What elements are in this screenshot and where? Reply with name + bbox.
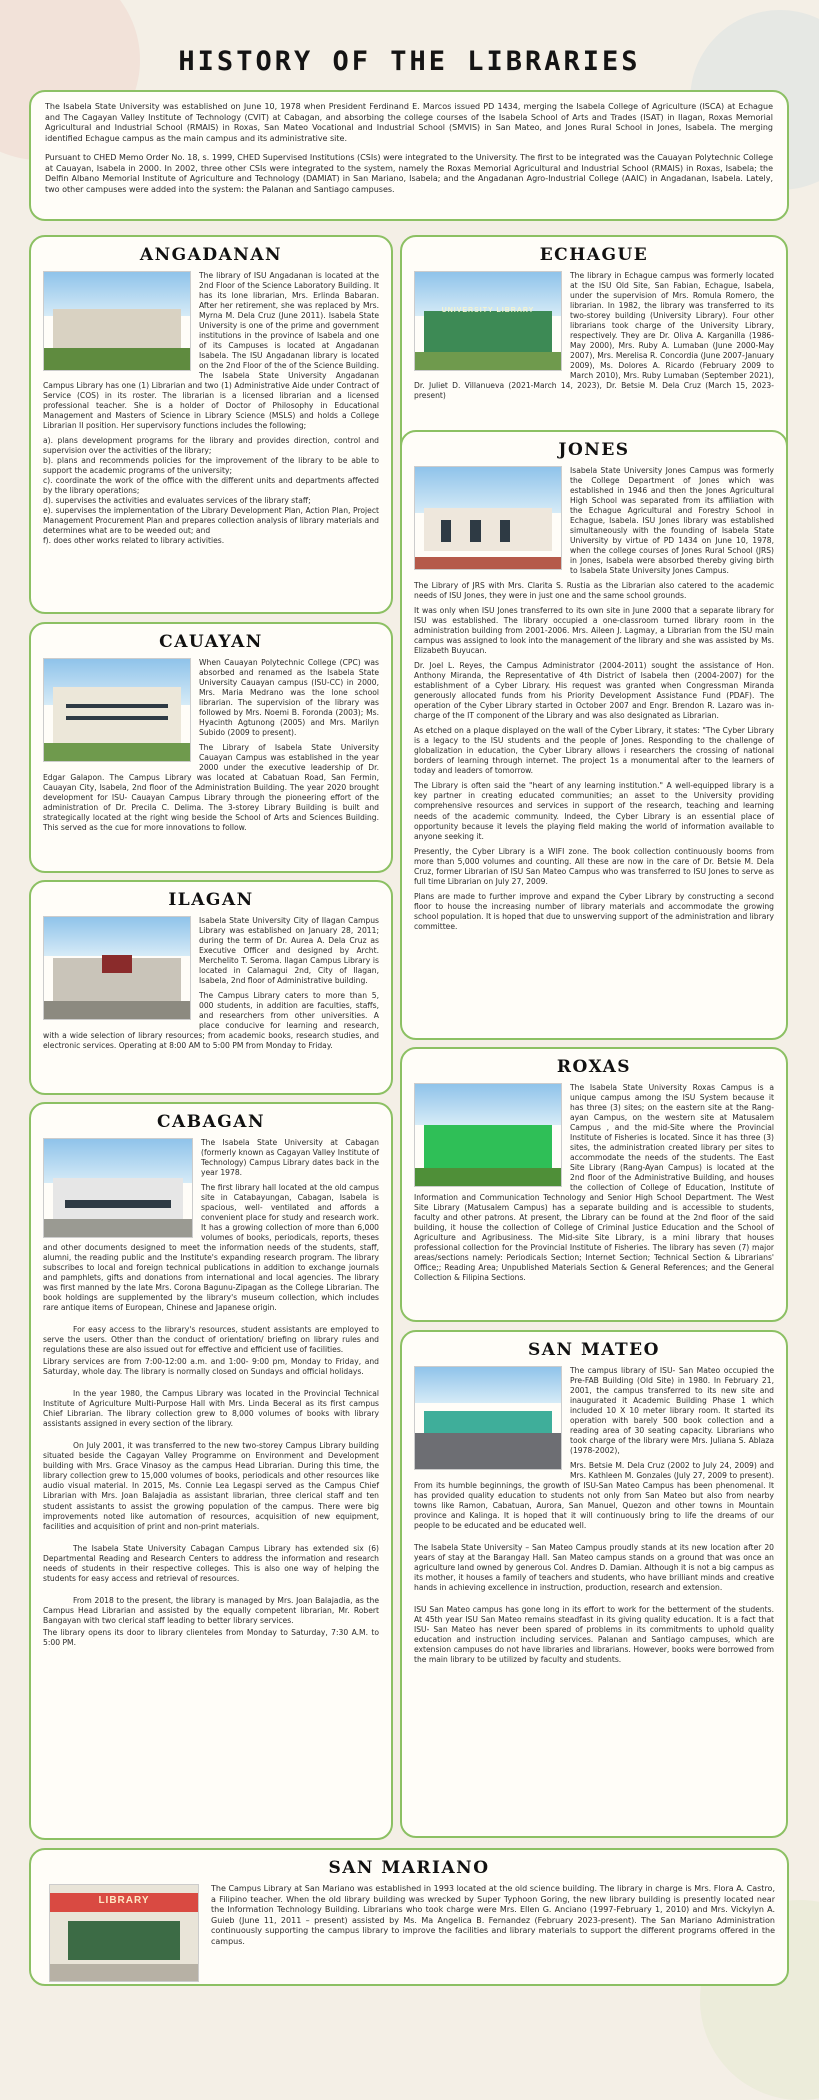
jones-paragraph: Presently, the Cyber Library is a WIFI zone. The book collection continuously booms from more than 5,000 volumes and counting. All these are now in the care of Dr. Betsie M. Dela Cruz, former Librarian of ISU San Mateo Campus who was transferred to ISU Jones to serve as full time Librarian on July 27, 2009. <box>414 846 774 886</box>
library-sign: UNIVERSITY LIBRARY <box>441 307 535 315</box>
jones-heading: JONES <box>558 440 630 460</box>
cabagan-heading: CABAGAN <box>156 1112 266 1132</box>
library-sign: LIBRARY <box>98 1894 150 1906</box>
cabagan-panel <box>29 1102 393 1840</box>
page-title: HISTORY OF THE LIBRARIES <box>178 46 641 77</box>
list-item: c). coordinate the work of the office with the different units and departments affected by the library operations; <box>43 476 379 496</box>
jones-paragraph: Dr. Joel L. Reyes, the Campus Administrator (2004-2011) sought the assistance of Hon. Anthony Miranda, the Representative of 4th District of Isabela then (2004-2007) for the establishment of a Cyber Library. His request was granted when Congressman Miranda generously allocated funds from his Priority Development Assistance Fund (PDAF). The operation of the Cyber Library started in October 2007 and Engr. Brendon R. Lazaro was in-charge of the IT component of the Library and was also designated as Librarian. <box>414 661 774 721</box>
cabagan-paragraph: Library services are from 7:00-12:00 a.m. and 1:00- 9:00 pm, Monday to Friday, and Saturday, whole day. The library is normally closed on Sundays and official holidays. <box>43 1357 379 1377</box>
cabagan-paragraph: From 2018 to the present, the library is managed by Mrs. Joan Balajadia, as the Campus Head Librarian and assisted by the equally competent librarian, Mr. Robert Bangayan with two clerical staff leading to better library services. <box>43 1595 379 1625</box>
cabagan-paragraph: The Isabela State University Cabagan Campus Library has extended six (6) Departmental Reading and Research Centers to address the information and research needs of students in their respective colleges. This is also one way of helping the students for easy access and retrieval of resources. <box>43 1543 379 1583</box>
roxas-heading: ROXAS <box>556 1057 632 1077</box>
list-item: e). supervises the implementation of the Library Development Plan, Action Plan, Project Management Procurement Plan and prepares collection analysis of library materials and determines what are to be weeded out; and <box>43 506 379 536</box>
ilagan-photo <box>43 916 191 1020</box>
jones-panel <box>400 430 788 1040</box>
cabagan-paragraph: The Isabela State University at Cabagan (formerly known as Cagayan Valley Institute of Technology) Campus Library dates back in the year 1978. <box>201 1138 379 1178</box>
ilagan-panel <box>29 880 393 1095</box>
cauayan-paragraph: When Cauayan Polytechnic College (CPC) was absorbed and renamed as the Isabela State University Cauayan campus (ISU-CC) in 2000, Mrs. Maria Medrano was the lone school librarian. The supervision of the library was followed by Mrs. Noemi B. Foronda (2003); Ms. Hyacinth Agtunong (2005) and Mrs. Marilyn Subido (2009 to present). <box>199 658 379 738</box>
jones-paragraph: The Library is often said the "heart of any learning institution." A well-equipped library is a key partner in creating educated communities; an asset to the University providing comprehensive resources and services in support of the research, teaching and learning needs of the academic community. Indeed, the Cyber Library is an essential place of opportunity because it levels the playing field making the world of information available to anyone seeking it. <box>414 781 774 841</box>
roxas-panel <box>400 1047 788 1322</box>
cabagan-paragraph: In the year 1980, the Campus Library was located in the Provincial Technical Institute of Agriculture Multi-Purpose Hall with Mrs. Linda Beceral as its first campus Chief Librarian. The library collection grew to 8,000 volumes of books with library assistants assigned in every section of the library. <box>43 1389 379 1429</box>
list-item: f). does other works related to library activities. <box>43 536 225 546</box>
intro-paragraph: The Isabela State University was established on June 10, 1978 when President Ferdinand E. Marcos issued PD 1434, merging the Isabela College of Agriculture (ISCA) at Echague and The Cagayan Valley Institute of Technology (CVIT) at Cabagan, and absorbing the college courses of the Isabela School of Arts and Trades (ISAT) in Ilagan, Roxas Memorial Agricultural and Industrial School (RMAIS) in Roxas, San Mateo Vocational and Industrial School (SMVIS) in San Mateo, and Jones Rural School in Jones, Isabela. The merging identified Echague campus as the main campus and its administrative site. <box>45 102 773 143</box>
san-mariano-paragraph: The Campus Library at San Mariano was established in 1993 located at the old science building. The library in charge is Mrs. Flora A. Castro, a Filipino teacher. When the old library building was wrecked by Super Typhoon Goring, the new library building is presently located near the Information Technology Building. Librarians who took charge were Mrs. Ellen G. Anciano (1997-February 1, 2010) and Mrs. Vickylyn A. Guieb (June 11, 2011 – present) assisted by Ms. Ma Angelica B. Fernandez (February 2023-present). The San Mariano Administration continuously supporting the campus library to improve the facilities and library materials to support the different programs offered in the campus. <box>211 1884 775 1946</box>
jones-paragraph: The Library of JRS with Mrs. Clarita S. Rustia as the Librarian also catered to the academic needs of ISU Jones, they were in just one and the same school grounds. <box>414 581 774 601</box>
cabagan-paragraph: On July 2001, it was transferred to the new two-storey Campus Library building situated beside the Cagayan Valley Programme on Environment and Development building with Mrs. Grace Vinasoy as the campus Head Librarian. During this time, the library collection grew to 15,000 volumes of books, periodicals and other resources like audio visual material. In 2015, Ms. Connie Lea Legaspi served as the Campus Chief Librarian with Mrs. Joan Balajadia as assistant librarian, three clerical staff and ten student assistants to assist the growing population of the campus. There were big improvements noted like automation of resources, acquisition of new equipment, facilities and acquisition of print and non-print materials. <box>43 1441 379 1531</box>
ilagan-paragraph: Isabela State University City of Ilagan Campus Library was established on January 28, 2011; during the term of Dr. Aurea A. Dela Cruz as Executive Officer and designed by Archt. Merchelito T. Seroma. Ilagan Campus Library is located in Calamagui 2nd, City of Ilagan, Isabela, 2nd floor of Administrative building. <box>199 916 379 986</box>
angadanan-paragraph: The library of ISU Angadanan is located at the 2nd Floor of the Science Laboratory Building. It has its lone librarian, Mrs. Erlinda Babaran. After her retirement, she was replaced by Mrs. Myrna M. Dela Cruz (June 2011). Isabela State University is one of the prime and government institutions in the province of Isabela and one of its Campuses is located at Angadanan Isabela. The ISU Angadanan library is located on the 2nd Floor of the of the Science Building. The Isabela State University Angadanan Campus Library has one (1) Librarian and two (1) Administrative Aide under Contract of Service (COS) in its roster. The librarian is a licensed librarian and a licensed professional teacher. She is a holder of Doctor of Philosophy in Educational Management and Masters of Science in Library Science (MSLS) and holds a College Librarian II position. Her supervisory functions includes the following; <box>43 271 379 431</box>
intro-paragraph: Pursuant to CHED Memo Order No. 18, s. 1999, CHED Supervised Institutions (CSIs) were integrated to the University. The first to be integrated was the Cauayan Polytechnic College at Cauayan, Isabela in 2000. In 2002, three other CSIs were integrated to the system, namely the Roxas Memorial Agricultural and Industrial School (RMAIS) in Roxas, Isabela; the Delfin Albano Memorial Institute of Agriculture and Technology (DAMIAT) in San Mariano, Isabela; and the Angadanan Agro-Industrial College (AAIC) in Angadanan, Isabela. Lately, two other campuses were added into the system: the Palanan and Santiago campuses. <box>45 153 773 194</box>
san-mariano-heading: SAN MARIANO <box>328 1858 490 1878</box>
angadanan-panel <box>29 235 393 614</box>
ilagan-paragraph: The Campus Library caters to more than 5, 000 students, in addition are faculties, staffs, and researchers from other universities. A place conducive for learning and research, with a wide selection of library resources; from academic books, research studies, and electronic services. Operating at 8:00 AM to 5:00 PM from Monday to Friday. <box>43 991 379 1051</box>
roxas-photo <box>414 1083 562 1187</box>
angadanan-duties-list <box>43 436 379 546</box>
list-item: b). plans and recommends policies for the improvement of the library to be able to support the academic programs of the university; <box>43 456 379 476</box>
cauayan-photo <box>43 658 191 762</box>
jones-photo <box>414 466 562 570</box>
list-item: a). plans development programs for the library and provides direction, control and supervision over the activities of the library; <box>43 436 379 456</box>
jones-paragraph: Plans are made to further improve and expand the Cyber Library by constructing a second floor to house the increasing number of library materials and accommodate the growing school population. It is hoped that due to unswerving support of the administration and library committee. <box>414 891 775 931</box>
cabagan-paragraph: For easy access to the library's resources, student assistants are employed to serve the users. Other than the conduct of orientation/ briefing on library rules and regulations these are also issued out for effective and efficient use of facilities. <box>43 1325 379 1355</box>
angadanan-photo <box>43 271 191 371</box>
list-item: d). supervises the activities and evaluates services of the library staff; <box>43 496 311 506</box>
jones-paragraph: It was only when ISU Jones transferred to its own site in June 2000 that a separate library for ISU was established. The library occupied a one-classroom turned library room in the administration building from 2001-2006. Mrs. Aileen J. Lagmay, a Librarian from the ISU main campus was assigned to look into the management of the library and she was assisted by Ms. Elizabeth Buyucan. <box>414 606 774 656</box>
cabagan-paragraph: The first library hall located at the old campus site in Catabayungan, Cabagan, Isabela is spacious, well- ventilated and affords a convenient place for study and research work. It has a growing collection of more than 6,000 volumes of books, periodicals, reports, theses and other documents designed to meet the information needs of the students, staff, alumni, the reading public and the Institute's expanding research program. The library subscribes to local and foreign technical publications in addition to exchange journals and pamphlets, gifts and donations from international and local agencies. The library was first manned by the late Mrs. Corona Bagunu-Zipagan as the College Librarian. The book holdings are supplemented by the library's museum collection, which includes rare antique items of European, Chinese and Japanese origin. <box>43 1183 379 1313</box>
cauayan-heading: CAUAYAN <box>159 632 263 652</box>
san-mateo-photo <box>414 1366 562 1470</box>
intro-panel <box>29 90 789 221</box>
echague-photo <box>414 271 562 371</box>
san-mateo-paragraph: The Isabela State University – San Mateo Campus proudly stands at its new location after 20 years of stay at the Barangay Hall. San Mateo campus stands on a ground that was once an agriculture land owned by generous Col. Andres D. Damian. Although it is not a big campus as its mother, it houses a family of teachers and students, who have brilliant minds and creative hands in achieving excellence in instruction, production, research and extension. <box>414 1543 774 1593</box>
cabagan-paragraph: The library opens its door to library clienteles from Monday to Saturday, 7:30 A.M. to 5:00 PM. <box>43 1627 379 1647</box>
echague-panel <box>400 235 788 462</box>
san-mateo-paragraph: The campus library of ISU- San Mateo occupied the Pre-FAB Building (Old Site) in 1980. In February 21, 2001, the campus transferred to its new site and inaugurated it Academic Building Phase 1 which included 10 X 10 meter library room. It started its operation with barely 500 book collection and a reading area of 30 seating capacity. Librarians who took charge of the library were Mrs. Juliana S. Ablaza (1978-2002), <box>570 1366 774 1456</box>
san-mateo-panel <box>400 1330 788 1838</box>
san-mariano-panel <box>29 1848 789 1986</box>
jones-paragraph: As etched on a plaque displayed on the wall of the Cyber Library, it states: "The Cyber Library is a legacy to the ISU students and the people of Jones. Responding to the challenge of globalization in education, the Cyber Library allows i researchers the crossing of national borders of learning through internet. The project 1s a monumental after to the learners of today and leaders of tomorrow. <box>414 726 774 776</box>
roxas-paragraph: The Isabela State University Roxas Campus is a unique campus among the ISU System because it has three (3) sites; on the eastern site at the Rang-ayan Campus, on the western site at Matusalem Campus , and the mid-Site where the Provincial Institute of Fisheries is located. Since it has three (3) sites, the administration created library per sites to accommodate the needs of the students. The East Site Library (Rang-Ayan Campus) is located at the 2nd floor of the Administrative Building, and houses the collection of College of Education, Institute of Information and Communication Technology and Senior High School Department. The West Site Library (Matusalem Campus) has a separate building and is accessible to students, faculty and other patrons. At present, the Library can be found at the 2nd floor of the said building, it house the collection of College of Criminal Justice Education and the School of Agriculture and Agribusiness. The Mid-site Site Library, is a mini library that houses professional collection for the Provincial Institute of Fisheries. The library has seven (7) major areas/sections namely: Periodicals Section; Internet Section; Technical Section & Librarians' Office;; Reading Area; Unpublished Materials Section & General References; and the General Collection & Filipina Sections. <box>414 1083 774 1283</box>
echague-paragraph: The library in Echague campus was formerly located at the ISU Old Site, San Fabian, Echague, Isabela, under the supervision of Mrs. Romula Romero, the librarian. In 1982, the library was transferred to its two-storey building (University Library). Four other librarians took charge of the University Library, respectively. They are Dr. Oliva A. Karganilla (1986-May 2000), Mrs. Ruby A. Lumaban (June 2000-May 2007), Mrs. Merelisa R. Concordia (June 2007-January 2009), Ms. Dolores A. Ricardo (February 2009 to March 2010), Mrs. Ruby Lumaban (September 2021), Dr. Juliet D. Villanueva (2021-March 14, 2023), Dr. Betsie M. Dela Cruz (March 15, 2023-present) <box>414 271 774 401</box>
cauayan-paragraph: The Library of Isabela State University Cauayan Campus was established in the year 2000 under the executive leadership of Dr. Edgar Galapon. The Campus Library was located at Cabatuan Road, San Fermin, Cauayan City, Isabela, 2nd floor of the Administration Building. The year 2020 brought development for ISU- Cauayan Campus Library through the pioneering effort of the administration of Dr. Precila C. Delima. The 3-storey Library Building is built and strategically located at the right wing beside the School of Arts and Sciences Building. This served as the cue for more innovations to follow. <box>43 743 379 833</box>
san-mateo-paragraph: Mrs. Betsie M. Dela Cruz (2002 to July 24, 2009) and Mrs. Kathleen M. Gonzales (July 27, 2009 to present). From its humble beginnings, the growth of ISU-San Mateo Campus has been phenomenal. It has provided quality education to students not only from San Mateo but also from nearby towns like Ramon, Cabatuan, Aurora, San Manuel, Quezon and other towns in Mountain province and Kalinga. It is hoped that it will continuously bring to life the dreams of our people to be educated and be educated well. <box>414 1461 774 1531</box>
san-mateo-paragraph: ISU San Mateo campus has gone long in its effort to work for the betterment of the students. At 45th year ISU San Mateo remains steadfast in its giving quality education. It is a fact that ISU- San Mateo has never been spared of problems in its commitments to uphold quality education and instruction including services. Palanan and Santiago campuses, which are extension campuses do not have libraries and librarians. However, books were borrowed from the main library to be utilized by faculty and students. <box>414 1605 774 1665</box>
jones-paragraph: Isabela State University Jones Campus was formerly the College Department of Jones which was established in 1946 and then the Jones Agricultural High School was separated from its affiliation with the Echague Agricultural and Forestry School in Echague, Isabela. ISU Jones library was established simultaneously with the founding of Isabela State University by virtue of PD 1434 on June 10, 1978, when the college courses of Jones Rural School (JRS) in Jones, Isabela were absorbed thereby giving birth to Isabela State University Jones Campus. <box>570 466 774 576</box>
cabagan-photo <box>43 1138 193 1238</box>
cauayan-panel <box>29 622 393 873</box>
san-mariano-photo <box>49 1884 199 1982</box>
san-mateo-heading: SAN MATEO <box>528 1340 660 1360</box>
angadanan-heading: ANGADANAN <box>139 245 283 265</box>
echague-heading: ECHAGUE <box>539 245 649 265</box>
ilagan-heading: ILAGAN <box>168 890 254 910</box>
